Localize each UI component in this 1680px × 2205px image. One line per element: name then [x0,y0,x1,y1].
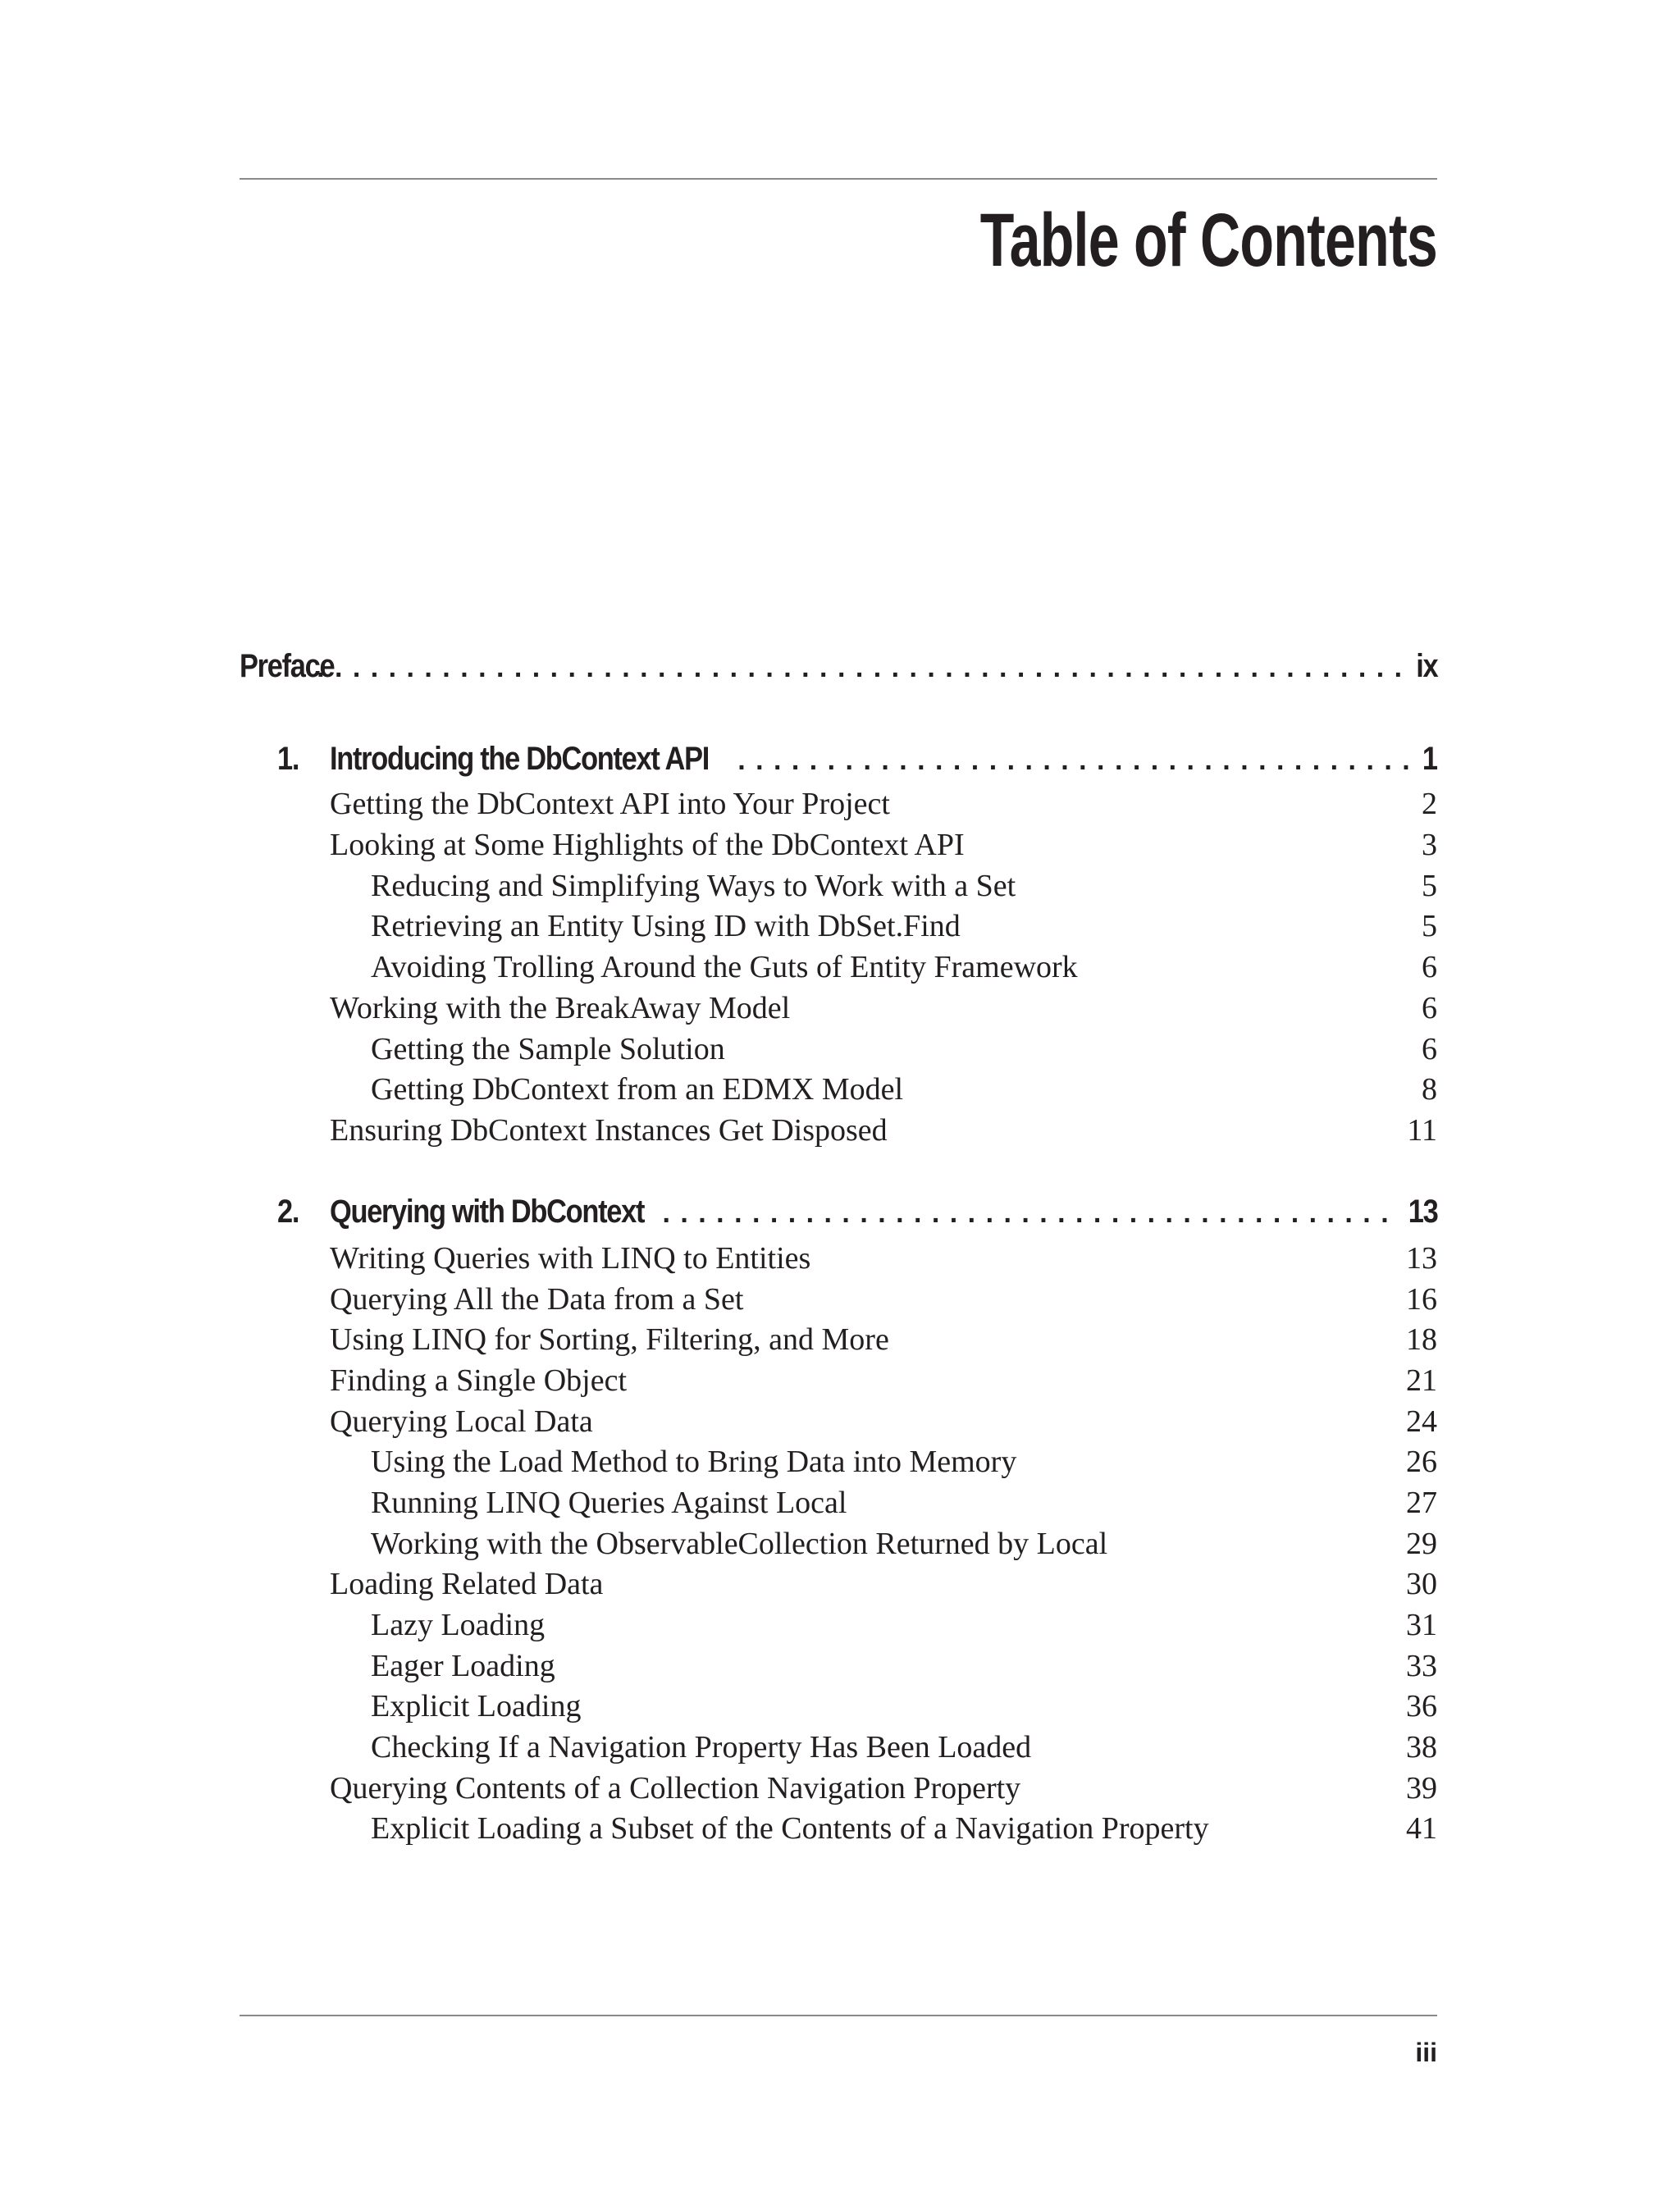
toc-section[interactable] [330,1112,1437,1148]
chapter-title: Querying with DbContext [330,1194,645,1230]
section-label: Explicit Loading a Subset of the Contents of a Navigation Property [371,1811,1209,1846]
toc-subsection[interactable] [371,1607,1437,1643]
section-page: 38 [1406,1730,1437,1764]
section-page: 26 [1406,1445,1437,1479]
section-page: 30 [1406,1567,1437,1601]
section-label: Using the Load Method to Bring Data into Memory [371,1445,1017,1479]
section-page: 13 [1406,1241,1437,1276]
dot-leader [317,652,1404,684]
section-label: Using LINQ for Sorting, Filtering, and More [330,1322,889,1357]
toc-chapter-1[interactable] [277,741,1437,778]
section-page: 6 [1422,950,1437,984]
toc-section[interactable] [330,990,1437,1026]
section-page: 6 [1422,1032,1437,1066]
section-label: Ensuring DbContext Instances Get Disposed [330,1113,888,1148]
chapter-number: 2. [277,1194,299,1230]
section-page: 27 [1406,1486,1437,1520]
section-page: 3 [1422,828,1437,862]
section-page: 5 [1422,869,1437,903]
section-page: 29 [1406,1527,1437,1561]
section-label: Eager Loading [371,1649,555,1683]
toc-subsection[interactable] [371,1444,1437,1480]
section-label: Retrieving an Entity Using ID with DbSet.Find [371,909,961,943]
dot-leader [663,1198,1395,1230]
section-label: Looking at Some Highlights of the DbContext API [330,828,965,862]
chapter-title: Introducing the DbContext API [330,741,709,777]
section-label: Running LINQ Queries Against Local [371,1486,847,1520]
section-label: Finding a Single Object [330,1363,628,1398]
section-page: 11 [1407,1113,1437,1148]
top-rule [240,178,1437,180]
toc-subsection[interactable] [371,1810,1437,1847]
section-label: Reducing and Simplifying Ways to Work with a Set [371,869,1016,903]
toc-subsection[interactable] [371,1526,1437,1562]
section-page: 31 [1406,1608,1437,1642]
toc-section[interactable] [330,1363,1437,1399]
section-label: Working with the ObservableCollection Returned by Local [371,1527,1108,1561]
section-label: Querying Local Data [330,1404,593,1439]
toc-subsection[interactable] [371,1688,1437,1724]
chapter-page: 1 [1422,741,1437,777]
section-label: Lazy Loading [371,1608,546,1642]
section-page: 21 [1406,1363,1437,1398]
toc-section[interactable] [330,786,1437,822]
toc-subsection[interactable] [371,1071,1437,1107]
toc-section[interactable] [330,1566,1437,1602]
toc-section[interactable] [330,1404,1437,1440]
section-page: 5 [1422,909,1437,943]
toc-subsection[interactable] [371,868,1437,904]
dot-leader [737,745,1412,777]
section-page: 6 [1422,991,1437,1025]
section-label: Getting DbContext from an EDMX Model [371,1072,904,1107]
toc-entry-label: Preface [240,648,335,684]
toc-section[interactable] [330,1240,1437,1276]
section-page: 16 [1406,1282,1437,1317]
section-page: 18 [1406,1322,1437,1357]
section-label: Querying Contents of a Collection Navigation Property [330,1771,1021,1806]
toc-chapter-2[interactable] [277,1194,1437,1230]
chapter-page: 13 [1408,1194,1437,1230]
section-label: Writing Queries with LINQ to Entities [330,1241,811,1276]
toc-entry-page: ix [1415,648,1437,684]
toc-subsection[interactable] [371,949,1437,985]
toc-subsection[interactable] [371,1485,1437,1521]
section-page: 39 [1406,1771,1437,1806]
section-page: 2 [1422,787,1437,821]
section-page: 8 [1422,1072,1437,1107]
section-page: 33 [1406,1649,1437,1683]
toc-entry-preface[interactable] [240,648,1437,685]
bottom-rule [240,2015,1437,2016]
section-label: Working with the BreakAway Model [330,991,791,1025]
toc-subsection[interactable] [371,1648,1437,1684]
toc-section[interactable] [330,1281,1437,1317]
page-title: Table of Contents [979,199,1437,282]
section-label: Avoiding Trolling Around the Guts of Entity Framework [371,950,1078,984]
section-label: Getting the Sample Solution [371,1032,725,1066]
section-page: 41 [1406,1811,1437,1846]
section-label: Loading Related Data [330,1567,604,1601]
section-label: Explicit Loading [371,1689,582,1723]
toc-section[interactable] [330,1322,1437,1358]
toc-section[interactable] [330,827,1437,863]
section-label: Checking If a Navigation Property Has Been Loaded [371,1730,1032,1764]
chapter-number: 1. [277,741,299,777]
section-label: Querying All the Data from a Set [330,1282,744,1317]
toc-subsection[interactable] [371,1031,1437,1067]
toc-subsection[interactable] [371,1729,1437,1765]
section-page: 24 [1406,1404,1437,1439]
page-number: iii [1415,2038,1437,2067]
toc-subsection[interactable] [371,908,1437,944]
toc-section[interactable] [330,1770,1437,1806]
section-label: Getting the DbContext API into Your Project [330,787,890,821]
section-page: 36 [1406,1689,1437,1723]
